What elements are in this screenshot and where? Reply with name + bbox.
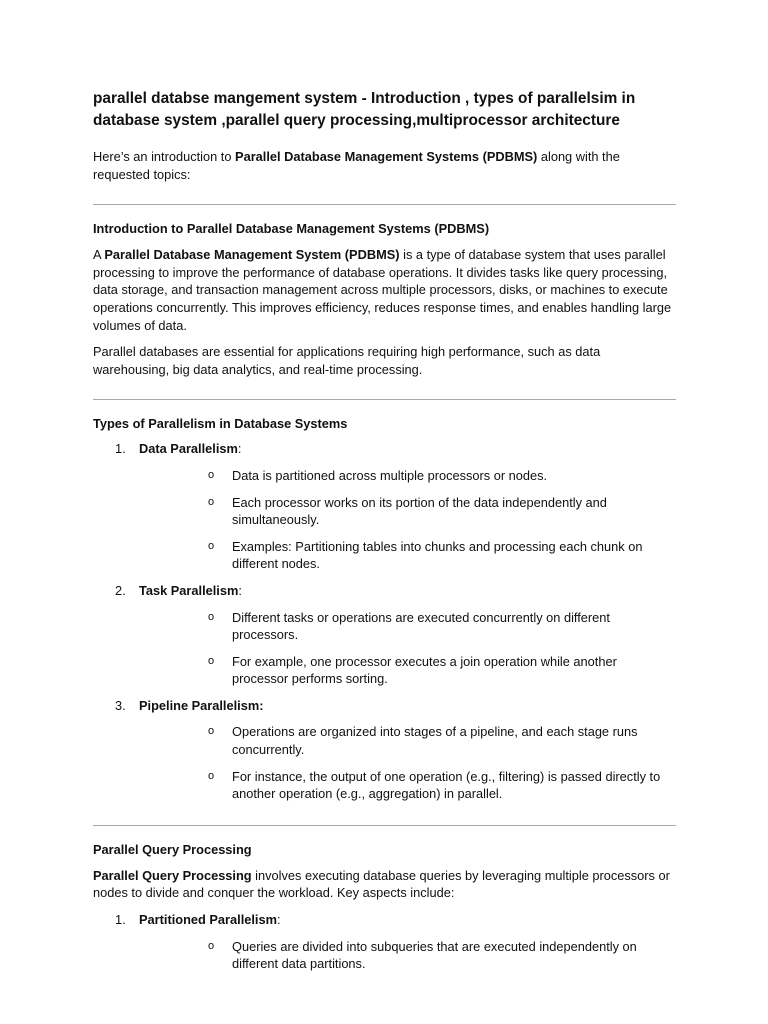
text-bold: Parallel Database Management System (PDBMS) [104, 247, 400, 263]
section-intro-paragraph-2: Parallel databases are essential for applications requiring high performance, such as data warehousing, big data analytics, and real-time processing. [93, 344, 601, 377]
sub-list-item [139, 538, 676, 573]
sub-item-text: Operations are organized into stages of a pipeline, and each stage runs concurrently. [232, 724, 638, 758]
sub-list-item [139, 494, 676, 529]
bullet-icon: o [208, 468, 215, 481]
text-pre: A [93, 247, 105, 263]
sub-list-item [139, 768, 676, 803]
bullet-icon: o [208, 539, 215, 552]
bullet-icon: o [208, 654, 215, 667]
divider-3 [93, 825, 676, 826]
intro-text-pre: Here’s an introduction to [93, 149, 236, 164]
bullet-icon: o [208, 939, 215, 952]
sub-list-item [139, 938, 676, 973]
list-item [93, 440, 676, 573]
text-post: involves executing database queries by leveraging multiple processors or nodes to divide and conquer the workload. Key aspects include: [93, 867, 670, 901]
query-list [93, 911, 676, 973]
sub-list [139, 723, 676, 802]
bullet-icon: o [208, 610, 215, 623]
list-number: 1. [115, 912, 126, 928]
list-number: 1. [115, 441, 126, 457]
sub-item-text: For instance, the output of one operation (e.g., filtering) is passed directly to another operation (e.g., aggregation) in parallel. [232, 768, 661, 802]
sub-list-item [139, 609, 676, 644]
section-heading-types: Types of Parallelism in Database Systems [93, 416, 348, 432]
text-bold: Parallel Query Processing [93, 867, 252, 883]
sub-item-text: For example, one processor executes a join operation while another processor performs sorting. [232, 653, 617, 687]
list-item [93, 582, 676, 688]
divider-1 [93, 204, 676, 205]
list-item-title: Task Parallelism [139, 582, 239, 598]
list-item-colon: : [276, 912, 281, 928]
list-item-title: Data Parallelism [139, 441, 238, 457]
list-item-title: Partitioned Parallelism [139, 912, 277, 928]
list-number: 3. [115, 697, 126, 713]
sub-list [139, 938, 676, 973]
bullet-icon: o [208, 769, 215, 782]
sub-item-text: Different tasks or operations are executed concurrently on different processors. [232, 609, 610, 643]
sub-list [139, 467, 676, 573]
sub-item-text: Examples: Partitioning tables into chunks and processing each chunk on different nodes. [232, 538, 643, 572]
section-intro-paragraph-1 [93, 246, 676, 334]
sub-list-item [139, 467, 676, 485]
section-heading-query: Parallel Query Processing [93, 841, 252, 857]
sub-item-text: Queries are divided into subqueries that are executed independently on different data partitions. [232, 938, 637, 972]
list-item-title: Pipeline Parallelism [139, 697, 260, 713]
divider-2 [93, 399, 676, 400]
list-item-colon: : [237, 441, 242, 457]
list-item-colon: : [259, 697, 264, 713]
sub-list-item [139, 653, 676, 688]
section-query-paragraph [93, 867, 676, 902]
bullet-icon: o [208, 495, 215, 508]
sub-list [139, 609, 676, 688]
intro-paragraph [93, 148, 676, 183]
section-heading-intro: Introduction to Parallel Database Management Systems (PDBMS) [93, 221, 490, 237]
list-item [93, 911, 676, 973]
list-number: 2. [115, 582, 126, 598]
intro-text-bold: Parallel Database Management Systems (PDBMS) [235, 149, 538, 164]
list-item-colon: : [238, 582, 242, 598]
document-title: parallel databse mangement system - Introduction , types of parallelsim in database system ,parallel query processing,multiprocessor architecture [93, 90, 636, 129]
sub-item-text: Data is partitioned across multiple processors or nodes. [232, 467, 548, 483]
text-post: is a type of database system that uses parallel processing to improve the performance of database operations. It divides tasks like query processing, data storage, and transaction management across multiple processors, disks, or machines to execute operations concurrently. This improves efficiency, reduces response times, and enables handling large volumes of data. [93, 247, 672, 333]
list-item [93, 697, 676, 803]
sub-item-text: Each processor works on its portion of the data independently and simultaneously. [232, 494, 607, 528]
types-list [93, 440, 676, 803]
sub-list-item [139, 723, 676, 758]
bullet-icon: o [208, 725, 215, 738]
intro-text-post: along with the requested topics: [93, 149, 620, 182]
